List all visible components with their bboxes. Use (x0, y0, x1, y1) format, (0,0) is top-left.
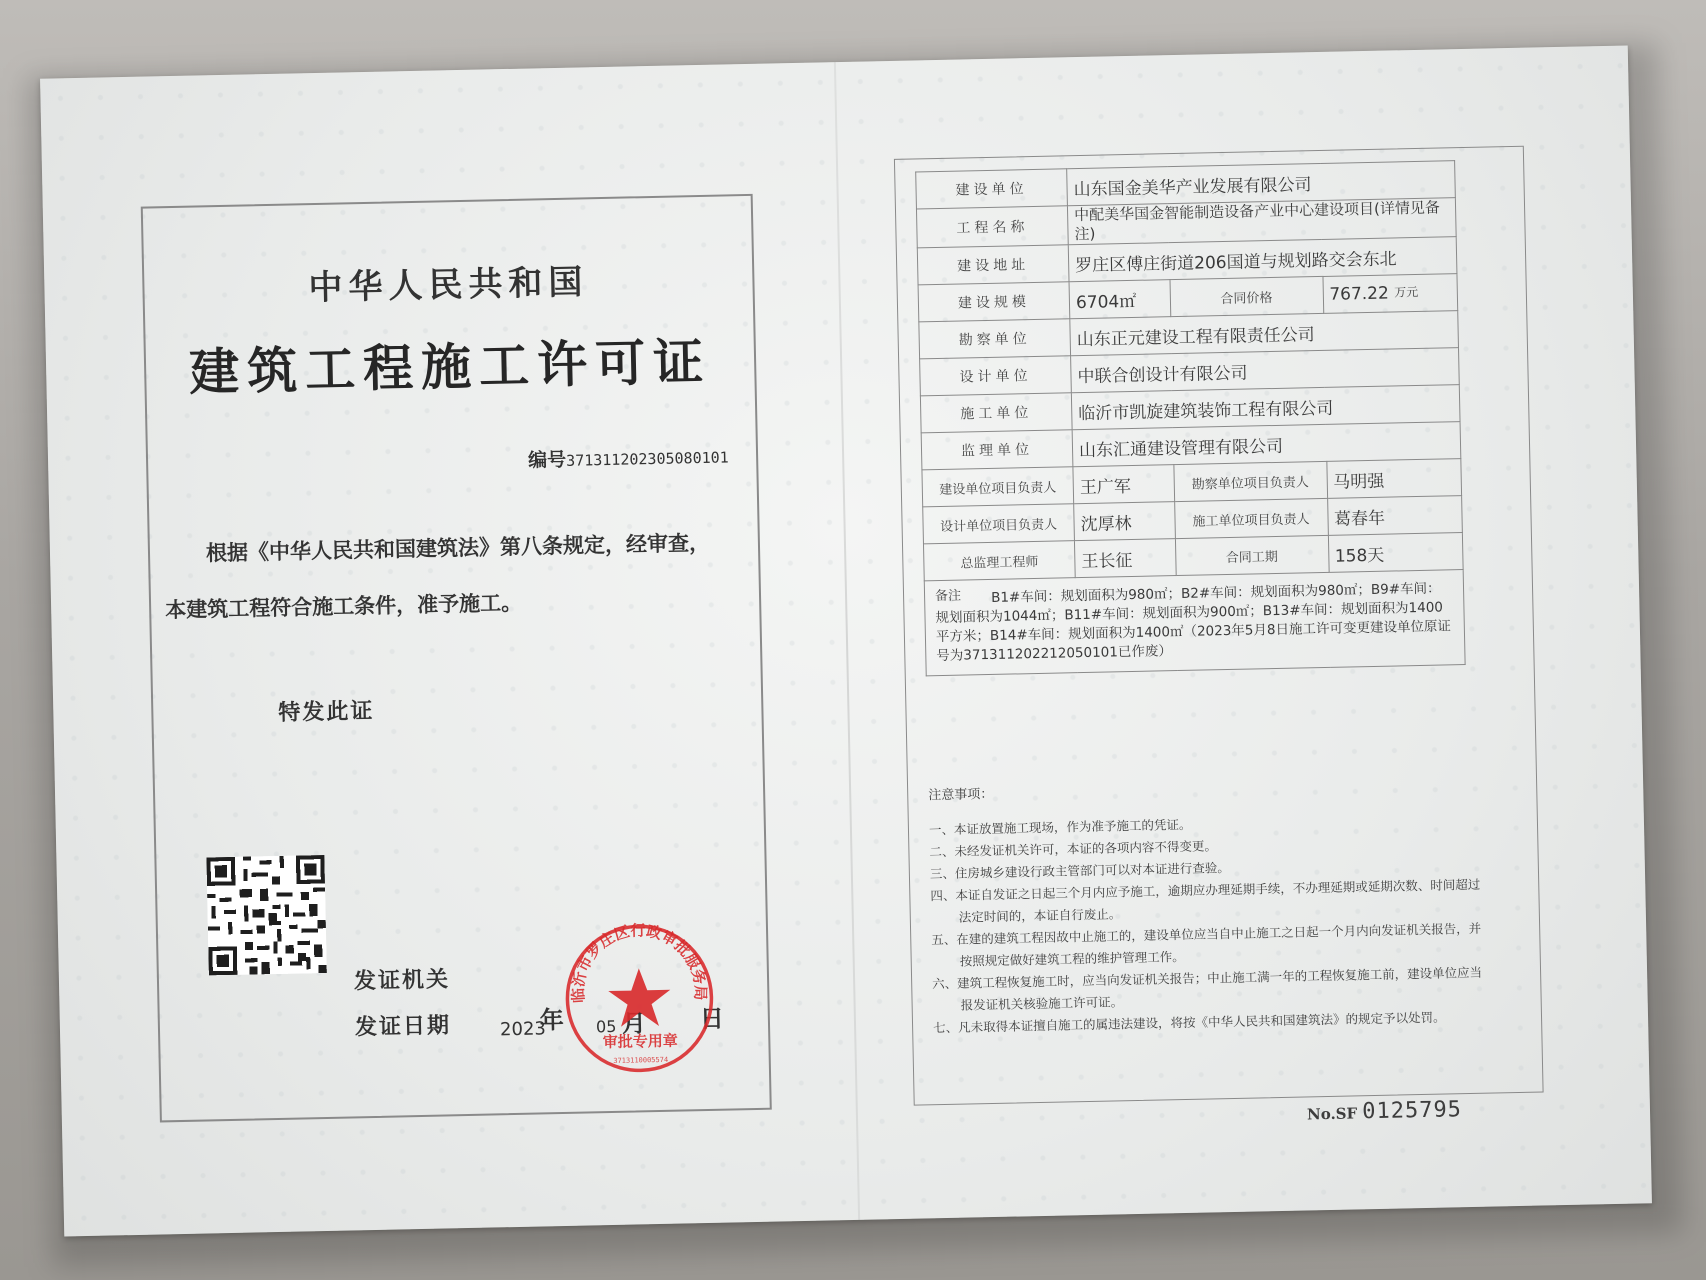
remarks-cell (924, 570, 1465, 676)
left-page-frame (141, 194, 772, 1123)
note-item: 三、住房城乡建设行政主管部门可以对本证进行查验。 (929, 860, 1231, 882)
contract-duration-value: 158天 (1328, 533, 1463, 573)
table-row (924, 570, 1465, 676)
seal-number: 3713110005574 (613, 1055, 669, 1065)
price-value: 767.22 (1329, 283, 1390, 305)
survey-unit-value: 山东正元建设工程有限责任公司 (1070, 311, 1459, 356)
scale-value: 6704㎡ (1069, 280, 1170, 319)
design-lead-value: 沈厚林 (1074, 502, 1175, 541)
special-note: 特发此证 (278, 697, 375, 726)
note-item: 五、在建的建筑工程因故中止施工的，建设单位应当自中止施工之日起一个月内向发证机关报告，并按照规定做好建筑工程的维护管理工作。 (931, 920, 1482, 969)
chief-supervisor-value: 王长征 (1074, 539, 1175, 578)
official-seal-icon (558, 917, 721, 1080)
permit-certificate (40, 45, 1652, 1236)
price-cell (1322, 274, 1457, 314)
note-item: 六、建筑工程恢复施工时，应当向发证机关报告；中止施工满一年的工程恢复施工前，建设单位应当报发证机关核验施工许可证。 (932, 964, 1483, 1013)
note-item: 一、本证放置施工现场，作为准予施工的凭证。 (928, 816, 1192, 838)
certificate-title: 建筑工程施工许可证 (188, 331, 712, 402)
remarks-text: B1#车间：规划面积为980㎡；B2#车间：规划面积为980㎡；B9#车间：规划面积为1044㎡；B11#车间：规划面积为900㎡；B13#车间：规划面积为1400平方米；B14#车间：规划面积为1400㎡（2023年5月8日施工许可变更建设单位原证号为371311202212050101已作废） (935, 580, 1452, 665)
builder-label: 建设单位 (916, 169, 1068, 209)
serial-prefix: No.SF (1306, 1104, 1358, 1124)
day-label: 日 (699, 1003, 725, 1034)
scale-label: 建设规模 (918, 282, 1070, 322)
project-info-table (915, 160, 1465, 676)
note-item: 七、凡未取得本证擅自施工的属违法建设，将按《中华人民共和国建筑法》的规定予以处罚。 (932, 1009, 1446, 1036)
center-fold (834, 62, 860, 1220)
notes-section (928, 773, 1493, 1040)
note-item: 四、本证自发证之日起三个月内应予施工，逾期应办理延期手续，不办理延期或延期次数、时间超过法定时间的，本证自行废止。 (930, 876, 1481, 925)
price-unit: 万元 (1394, 284, 1419, 300)
survey-lead-value: 马明强 (1326, 459, 1461, 499)
serial-number (1307, 1097, 1462, 1125)
design-lead-label: 设计单位项目负责人 (923, 504, 1075, 544)
supervision-unit-value: 山东汇通建设管理有限公司 (1072, 422, 1461, 467)
construction-lead-label: 施工单位项目负责人 (1174, 498, 1328, 538)
address-label: 建设地址 (917, 245, 1069, 285)
survey-unit-label: 勘察单位 (919, 319, 1071, 359)
project-name-label: 工程名称 (916, 206, 1068, 248)
design-unit-value: 中联合创设计有限公司 (1071, 348, 1460, 393)
statement-line-2: 本建筑工程符合施工条件，准予施工。 (164, 589, 523, 623)
chief-supervisor-label: 总监理工程师 (923, 541, 1075, 581)
design-unit-label: 设计单位 (920, 356, 1072, 396)
issue-year: 2023 (499, 1018, 547, 1041)
builder-lead-value: 王广军 (1073, 465, 1174, 504)
right-page-frame (894, 146, 1544, 1106)
remarks-label: 备注 (934, 588, 962, 605)
issuer-label: 发证机关 (353, 966, 451, 995)
project-name-value: 中配美华国金智能制造设备产业中心建设项目(详情见备注) (1067, 198, 1456, 245)
builder-value: 山东国金美华产业发展有限公司 (1067, 161, 1456, 206)
month-label: 月 (621, 1008, 647, 1038)
serial-value: 0125795 (1361, 1097, 1463, 1125)
approval-statement (163, 515, 725, 639)
statement-line-1: 根据《中华人民共和国建筑法》第八条规定，经审查， (205, 529, 711, 566)
supervision-unit-label: 监理单位 (921, 430, 1073, 470)
issue-month: 05 (595, 1016, 617, 1037)
contract-duration-label: 合同工期 (1175, 535, 1329, 575)
qr-code (206, 855, 326, 975)
note-item: 二、未经发证机关许可，本证的各项内容不得变更。 (929, 838, 1218, 860)
year-label: 年 (539, 1004, 565, 1035)
country-name: 中华人民共和国 (308, 262, 589, 309)
seal-subtext: 审批专用章 (602, 1031, 679, 1052)
number-label: 编号 (527, 448, 567, 472)
builder-lead-label: 建设单位项目负责人 (922, 467, 1074, 507)
notes-title: 注意事项： (928, 786, 994, 804)
construction-unit-value: 临沂市凯旋建筑装饰工程有限公司 (1071, 385, 1460, 430)
price-label: 合同价格 (1170, 276, 1324, 316)
construction-lead-value: 葛春年 (1327, 496, 1462, 536)
survey-lead-label: 勘察单位项目负责人 (1173, 461, 1327, 501)
construction-unit-label: 施工单位 (920, 393, 1072, 433)
issue-date-label: 发证日期 (354, 1012, 452, 1041)
seal-ring-text: 临沂市罗庄区行政审批服务局 (568, 921, 710, 1004)
certificate-number (528, 441, 729, 472)
number-value: 371311202305080101 (565, 448, 729, 470)
address-value: 罗庄区傅庄街道206国道与规划路交会东北 (1068, 237, 1457, 282)
